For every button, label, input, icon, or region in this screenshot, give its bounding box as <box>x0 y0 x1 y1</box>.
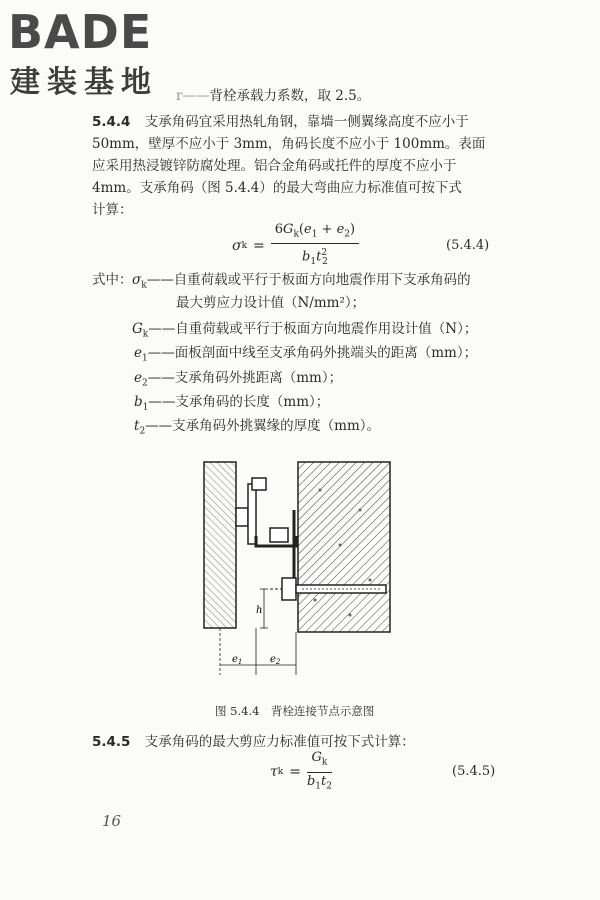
eq-fraction <box>271 222 359 271</box>
eq-denominator: $b_1t_2$ <box>306 773 332 792</box>
logo-brand-text: BADE <box>8 5 153 59</box>
paragraph-text: 支承角码的最大剪应力标准值可按下式计算： <box>144 734 415 750</box>
section-5-4-4-line-3: 应采用热浸镀锌防腐处理。铝合金角码或托件的厚度不应小于 <box>92 158 457 174</box>
equation-5-4-4 <box>232 221 359 268</box>
eq-lhs-sub: k <box>241 241 248 251</box>
dimension-h-label: h <box>256 605 263 616</box>
where-label: 式中： <box>92 272 133 288</box>
where-item-e1: $e_1——$面板剖面中线至支承角码外挑端头的距离（mm）； <box>134 345 478 364</box>
panel-section <box>204 462 236 628</box>
continuation-line: r——背栓承载力系数，取 2.5。 <box>176 88 371 104</box>
section-5-4-4-line-2: 50mm，壁厚不应小于 3mm，角码长度不应小于 100mm。表面 <box>92 136 486 152</box>
section-number: 5.4.4 <box>92 114 131 130</box>
brand-logo <box>8 6 178 106</box>
where-item-b1: $b_1——$支承角码的长度（mm）； <box>134 394 330 413</box>
page-number: 16 <box>102 812 122 830</box>
section-number: 5.4.5 <box>92 734 131 750</box>
eq-equals: = <box>289 764 301 780</box>
eq-lhs-sub: k <box>277 767 284 777</box>
back-bolt <box>236 508 248 526</box>
dimension-e2-label: $e_2$ <box>270 654 281 666</box>
eq-numerator: $G_k$ <box>307 750 332 773</box>
equation-number-5-4-5: (5.4.5) <box>452 764 496 779</box>
hanging-bracket <box>248 484 256 544</box>
where-item-sigma-cont: 最大剪应力设计值（N/mm²）； <box>176 295 366 311</box>
eq-lhs-symbol: σ <box>232 238 242 254</box>
bolt-nut <box>270 528 288 542</box>
eq-fraction <box>307 750 332 794</box>
equation-5-4-5 <box>270 749 332 792</box>
connection-node-diagram <box>190 450 420 690</box>
concrete-wall <box>298 462 390 632</box>
eq-equals: = <box>253 238 265 254</box>
eq-numerator: $6G_k(e_1 + e_2)$ <box>271 222 359 245</box>
continuation-text: 背栓承载力系数，取 2.5。 <box>209 88 371 104</box>
where-item-gk: $G_k——$自重荷载或平行于板面方向地震作用设计值（N）； <box>132 321 478 340</box>
section-5-4-4-line-5: 计算： <box>92 202 133 218</box>
where-item-sigma: $\sigma_k——$自重荷载或平行于板面方向地震作用下支承角码的 <box>132 272 471 291</box>
where-item-e2: $e_2——$支承角码外挑距离（mm）； <box>134 370 343 389</box>
eq-lhs-symbol: τ <box>270 764 278 780</box>
logo-subtitle-text: 建装基地 <box>10 65 158 100</box>
dimension-e1-label: $e_1$ <box>232 654 243 666</box>
section-5-4-4-line-4: 4mm。支承角码（图 5.4.4）的最大弯曲应力标准值可按下式 <box>92 180 462 196</box>
section-5-4-4-line-1 <box>92 112 469 133</box>
section-5-4-5 <box>92 732 415 753</box>
anchor-bolt <box>296 585 386 593</box>
where-item-t2: $t_2——$支承角码外挑翼缘的厚度（mm）。 <box>134 418 381 437</box>
anchor-nut <box>282 578 296 600</box>
paragraph-text: 支承角码宜采用热轧角钢，靠墙一侧翼缘高度不应小于 <box>144 114 469 130</box>
figure-caption: 图 5.4.4 背栓连接节点示意图 <box>215 704 375 718</box>
eq-denominator: $b_1t^2_2$ <box>302 248 328 268</box>
equation-number-5-4-4: (5.4.4) <box>446 238 490 253</box>
